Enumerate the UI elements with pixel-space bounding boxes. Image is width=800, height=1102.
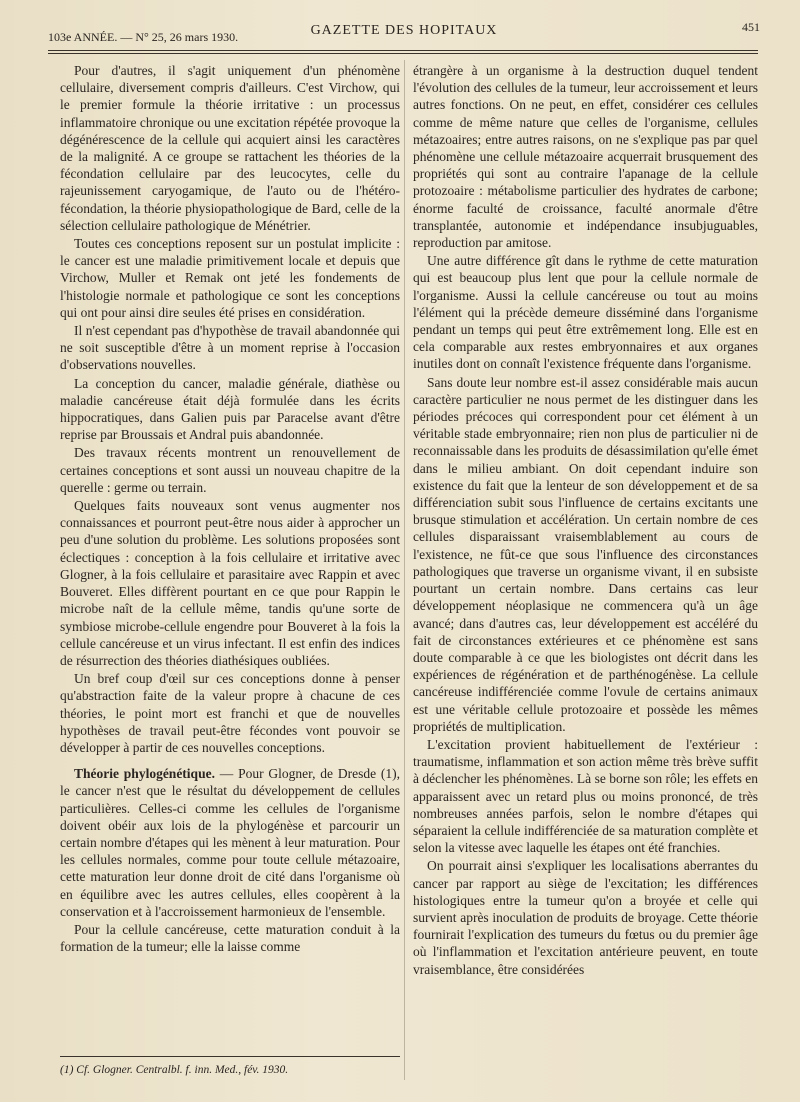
paragraph: étrangère à un organisme à la destruction duquel tendent l'évolution des cellules de la tumeur, leur accroissement et leurs autres fonctions. On ne peut, en effet, considérer ces cellules comme de même nature que celles de l'organisme, cellules métazoaires; entre autres raisons, on ne s'explique pas par quel phénomène une cellule métazoaire acquerrait brusquement des propriétés qui sont au contraire l'apanage de la cellule protozoaire : métabolisme particulier des hydrates de carbone; énorme faculté de croissance, faculté anormale d'être transplantée, autonomie et indépendance insubjuguables, reproduction par amitose. [413,63,758,251]
paragraph: L'excitation provient habituellement de l'extérieur : traumatisme, inflammation et son action même très brève suffit à déclencher les phénomènes. Là se borne son rôle; les effets en apparaissent avec un retard plus ou moins prononcé, de très nombreuses années parfois, selon le nombre d'étapes qui séparaient la cellule indifférenciée de sa maturation complète et selon la vitesse avec laquelle les étapes ont été franchies. [413,736,758,856]
paragraph: Pour d'autres, il s'agit uniquement d'un phénomène cellulaire, diversement compris d'ailleurs. C'est Virchow, qui le premier formule la théorie irritative : un processus inflammatoire chronique ou une excitation répétée provoque la dégénérescence de la cellule qui acquiert ainsi les caractères de la malignité. A ce groupe se rattachent les théories de la fécondation cellulaire par des leucocytes, celle du rajeunissement caryogamique, de l'auto ou de l'hétéro-fécondation, la théorie physiopathologique de Bard, celle de la sélection cellulaire pathologique de Ménétrier. [60,63,400,233]
column-divider [404,60,405,1080]
right-column [413,62,758,979]
paragraph: Il n'est cependant pas d'hypothèse de travail abandonnée qui ne soit susceptible d'être à un moment reprise à l'occasion d'observations nouvelles. [60,323,400,373]
issue-info: 103e ANNÉE. — N° 25, 26 mars 1930. [48,30,239,44]
section-paragraph [60,765,400,920]
paragraph: Sans doute leur nombre est-il assez considérable mais aucun caractère particulier ne nous permet de les distinguer dans les périodes précoces qui correspondent pour cet élément à un véritable stade embryonnaire; rien non plus de particulier ni de reconnaissable dans les produits de désassimilation qu'elle émet dans le milieu ambiant. On doit cependant induire son existence du fait que la lenteur de son développement et de sa différenciation subit sous l'influence de certains excitants une brusque stimulation et accélération. Un certain nombre de ces cellules disparaissant vraisemblablement au cours de l'existence, ne fût-ce que sous l'influence des circonstances pathologiques que traverse un organisme vivant, il en subsiste pourtant un certain nombre. Dans certains cas leur développement néoplasique ne commencera qu'à un âge avancé; dans d'autres cas, leur développement est accéléré du fait de circonstances extérieures et ce phénomène est sans doute comparable à ce que les biologistes ont décrit dans les expériences de régénération et de parthénogénèse. La cellule cancéreuse indifférenciée comme l'ovule de certains animaux est une véritable cellule protozoaire et possède les mêmes propriétés de multiplication. [413,374,758,734]
paragraph: Une autre différence gît dans le rythme de cette maturation qui est beaucoup plus lent que pour la cellule normale de l'organisme. Aussi la cellule cancéreuse ou tout au moins l'élément qui la précède demeure disséminé dans l'organisme pendant un temps qui peut être extrêmement long. Elle est en cela comparable aux restes embryonnaires et aux organes inutiles dont on connaît l'existence fréquente dans l'organisme. [413,253,758,372]
paragraph: Des travaux récents montrent un renouvellement de certaines conceptions et sont aussi un nouveau chapitre de la querelle : germe ou terrain. [60,445,400,495]
paragraph: Toutes ces conceptions reposent sur un postulat implicite : le cancer est une maladie primitivement locale et depuis que Virchow, Muller et Remak ont jeté les fondements de l'histologie normale et pathologique ce sont les conceptions qui ont pour ainsi dire seules été prises en considération. [60,236,400,320]
footnote-text: Cf. Glogner. Centralbl. f. inn. Med., fév. 1930. [76,1064,289,1076]
page-number: 451 [742,20,760,34]
footnote-marker: (1) [60,1064,74,1076]
section-heading: Théorie phylogénétique. [74,766,215,782]
footnote-rule [60,1056,400,1057]
journal-title: GAZETTE DES HOPITAUX [310,23,498,38]
section-text: — Pour Glogner, de Dresde (1), le cancer n'est que le résultat du développement de cellules particulières. Celles-ci comme les cellules de l'organisme doivent obéir aux lois de la phylogénèse et parcourir un certain nombre d'étapes qui les mènent à leur maturation. Pour les cellules normales, comme pour toute cellule métazoaire, cette maturation leur donne droit de cité dans l'organisme où en équilibre avec les autres cellules, elles coopèrent à la conservation et à l'accroissement harmonieux de l'ensemble. [60,766,400,919]
paragraph: Un bref coup d'œil sur ces conceptions donne à penser qu'abstraction faite de la valeur propre à chacune de ces théories, le point mort est franchi et que de nouvelles hypothèses de travail peut-être fécondes vont pouvoir se développer à partir de ces nouvelles conceptions. [60,671,400,755]
header-rule-double [48,53,758,54]
paragraph: La conception du cancer, maladie générale, diathèse ou maladie cancéreuse était déjà formulée dans les écrits hippocratiques, dans Galien puis par Paracelse avant d'être reprise par Broussais et Andral puis abandonnée. [60,375,400,443]
header-rule [48,50,758,51]
page-header [48,18,760,48]
footnote [60,1064,288,1076]
left-column [60,62,400,956]
paragraph: Quelques faits nouveaux sont venus augmenter nos connaissances et pourront peut-être nous aider à approcher un peu d'une solution du problème. Les solutions proposées sont éclectiques : conception à la fois cellulaire et irritative avec Glogner, à la fois cellulaire et parasitaire avec Rappin et avec Bouveret. Elles diffèrent pourtant en ce que pour Rappin le microbe naît de la cellule même, tandis qu'une sorte de symbiose microbe-cellule engendre pour Bouveret à la fois la cellule cancéreuse et un virus infectant. Il est enfin des indices de résurrection des théories diathésiques oubliées. [60,498,400,668]
paragraph: On pourrait ainsi s'expliquer les localisations aberrantes du cancer par rapport au siège de l'excitation; les différences histologiques entre la tumeur qu'on a broyée et celle qui survient après inoculation de produits de broyage. Cette théorie fournirait l'explication des tumeurs du fœtus ou du premier âge où l'inflammation et l'excitation antérieure peuvent, en toute vraisemblance, être considérées [413,858,758,977]
paragraph: Pour la cellule cancéreuse, cette maturation conduit à la formation de la tumeur; elle la laisse comme [60,921,400,955]
